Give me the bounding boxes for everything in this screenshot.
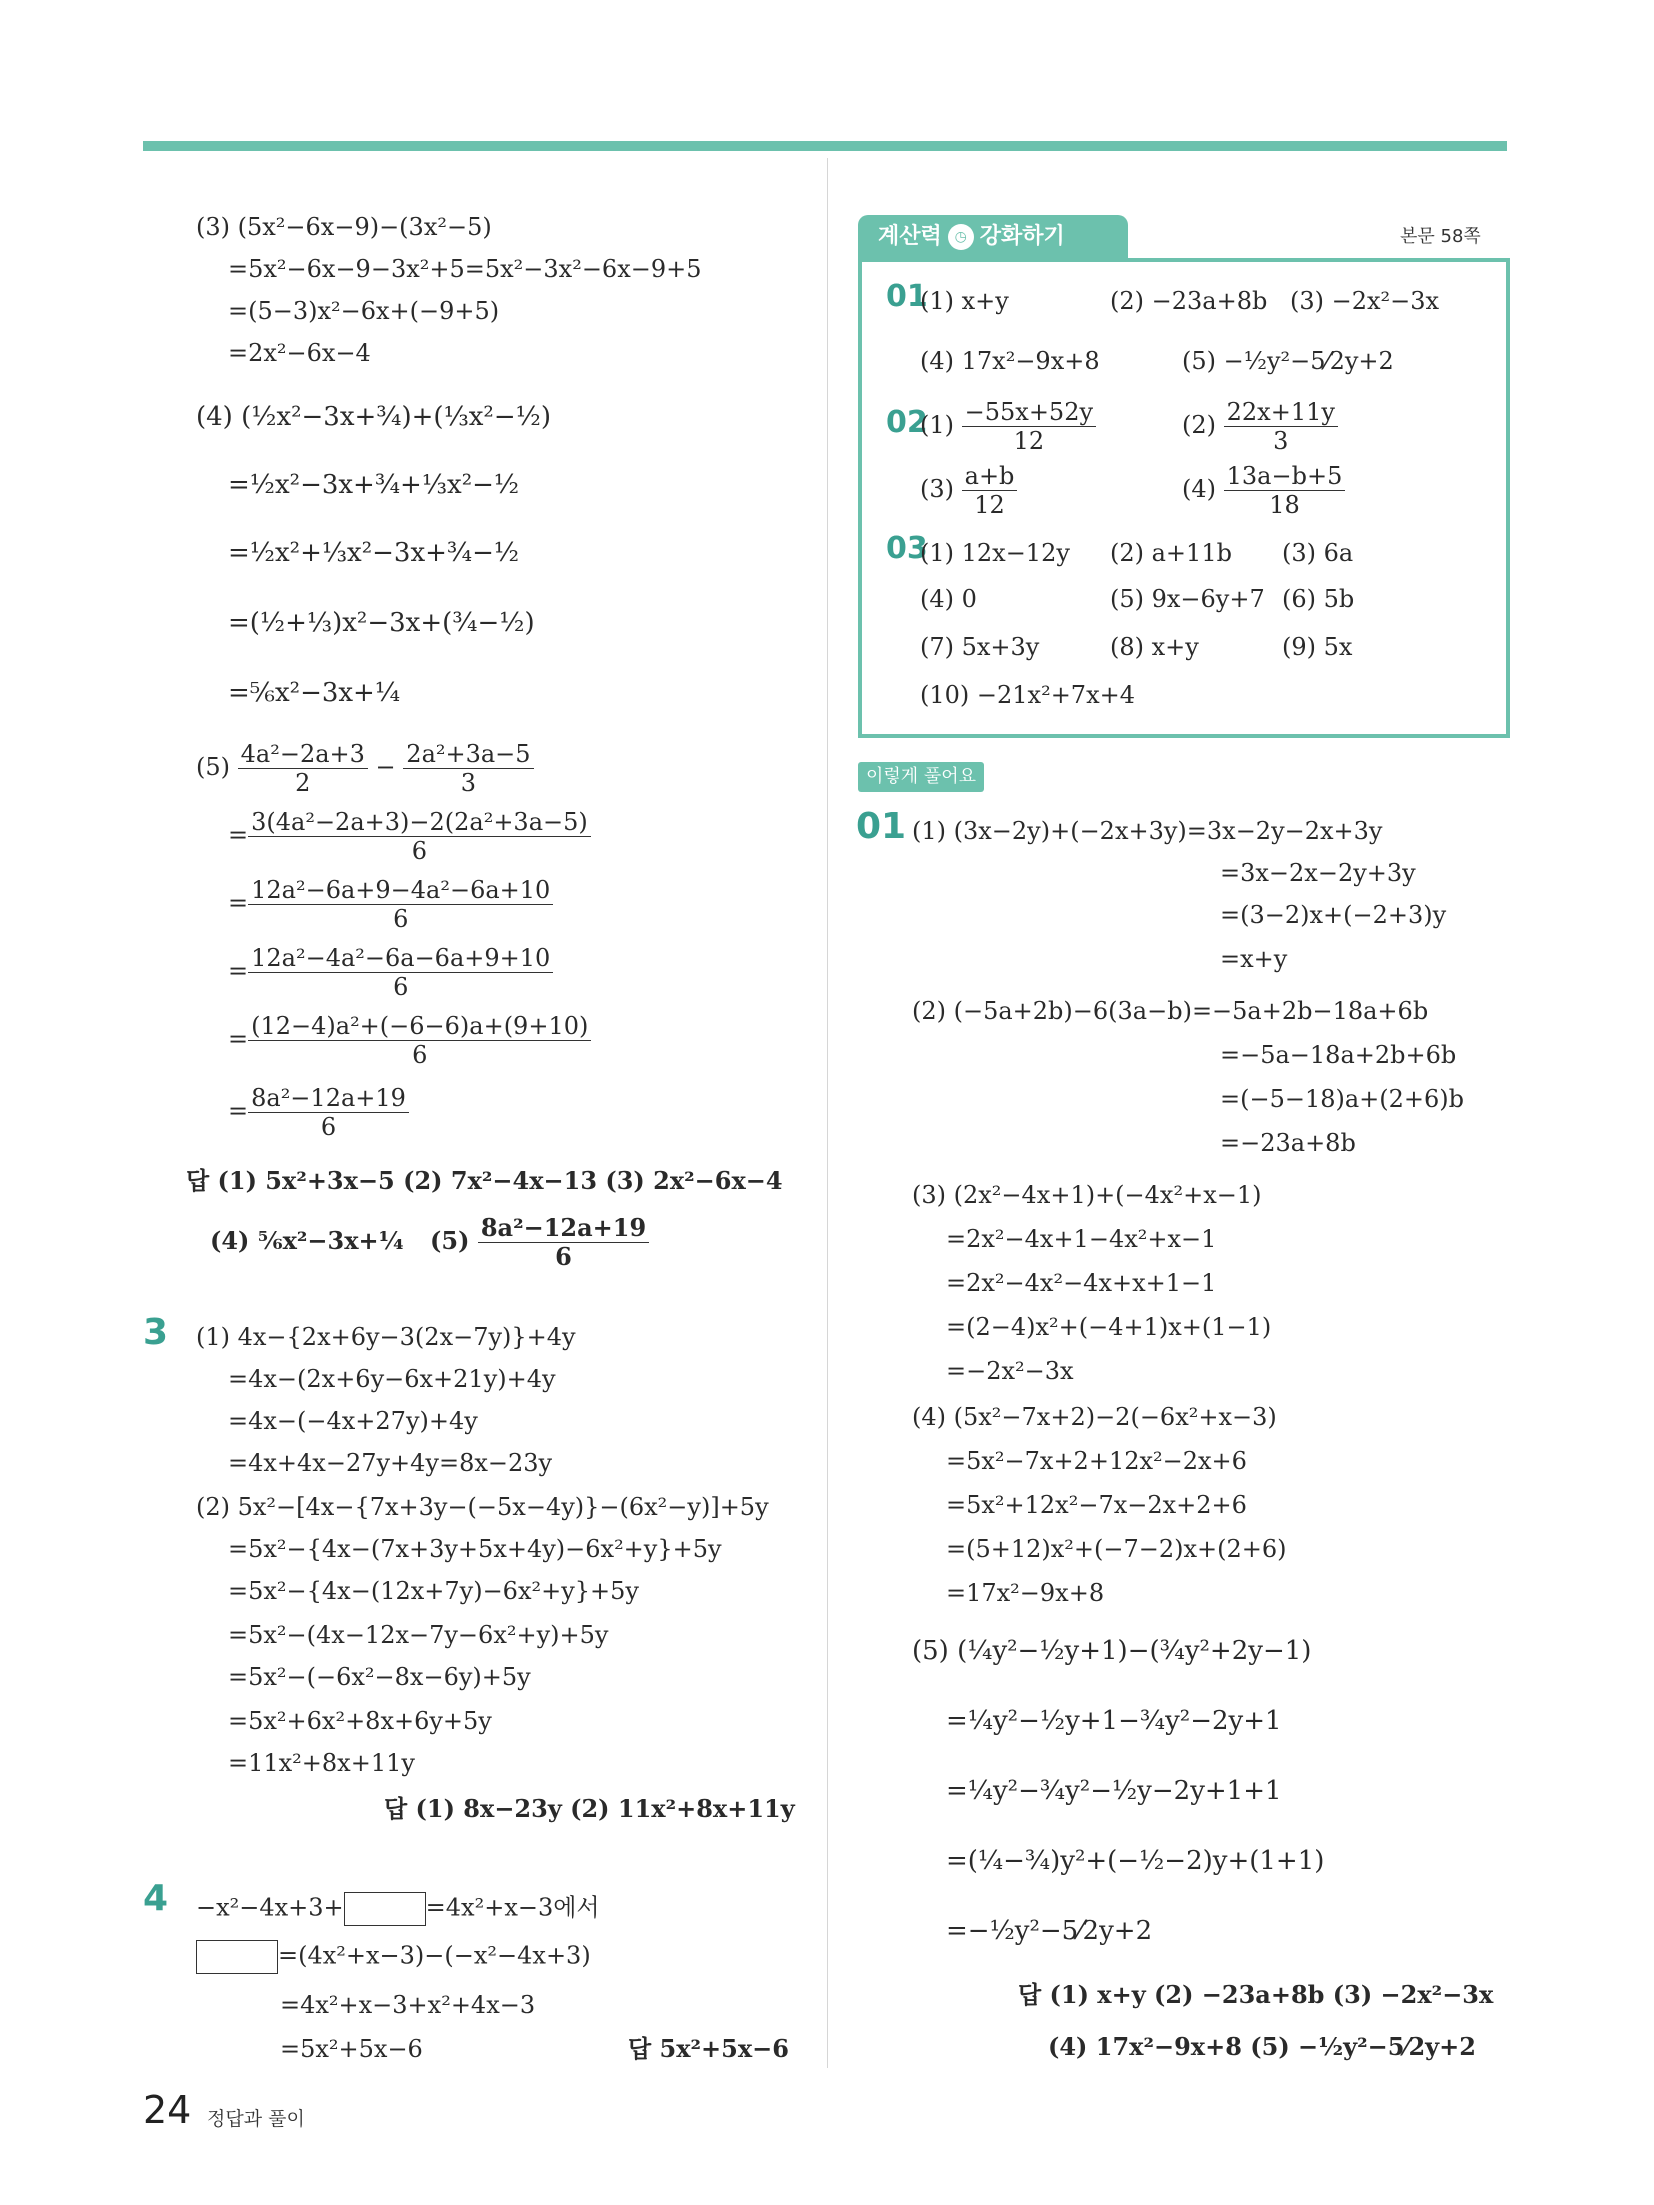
s01-1-line-3: =(3−2)x+(−2+3)y — [1220, 901, 1447, 929]
box-03-5: (5) 9x−6y+7 — [1110, 585, 1265, 613]
numerator: 12a²−6a+9−4a²−6a+10 — [248, 876, 553, 905]
column-divider — [827, 158, 828, 2068]
fraction — [403, 740, 533, 797]
box-title-part-1: 계산력 — [878, 224, 942, 249]
left-p5-line-4: = $\frac{\text{12a²−4a²−6a−6a+9+10}}{6}$ — [228, 944, 553, 1001]
q4-line-3: =4x²+x−3+x²+4x−3 — [280, 1991, 536, 2019]
fraction — [248, 1012, 591, 1069]
question-number-4: 4 — [143, 1878, 169, 1919]
box-02-c — [920, 462, 1017, 519]
denominator: 6 — [555, 1242, 572, 1271]
s01-3-line-1: (3) (2x²−4x+1)+(−4x²+x−1) — [912, 1181, 1262, 1209]
q4-line-2 — [196, 1940, 591, 1974]
left-p3-line-1: (3) (5x²−6x−9)−(3x²−5) — [196, 213, 492, 241]
numerator: 22x+11y — [1224, 398, 1338, 427]
box-01-e: (5) −½y²−5⁄2y+2 — [1182, 347, 1394, 375]
numerator: a+b — [962, 462, 1018, 491]
denominator: 12 — [1013, 427, 1045, 455]
fraction — [478, 1214, 649, 1271]
numerator: −55x+52y — [962, 398, 1096, 427]
q3-line-3: =4x−(−4x+27y)+4y — [228, 1407, 478, 1435]
box-01-a: (1) x+y — [920, 287, 1009, 315]
s01-4-line-3: =5x²+12x²−7x−2x+2+6 — [946, 1491, 1247, 1519]
q4-line-4: =5x²+5x−6 — [280, 2035, 423, 2063]
left-p4-line-3: =½x²+⅓x²−3x+¾−½ — [228, 538, 520, 568]
box-03-6: (6) 5b — [1282, 585, 1355, 613]
box-03-1: (1) 12x−12y — [920, 539, 1070, 567]
label: (4) — [1182, 475, 1216, 503]
left-p5-line-3: = $\frac{\text{12a²−6a+9−4a²−6a+10}}{6}$ — [228, 876, 553, 933]
denominator: 3 — [1273, 427, 1289, 455]
blank-box — [196, 1940, 278, 1974]
s01-3-line-5: =−2x²−3x — [946, 1357, 1074, 1385]
blank-box — [344, 1892, 426, 1926]
answer-2-line-1: 답 (1) 5x²+3x−5 (2) 7x²−4x−13 (3) 2x²−6x−4 — [186, 1166, 783, 1195]
solution-answer-line-1: 답 (1) x+y (2) −23a+8b (3) −2x²−3x — [1018, 1980, 1494, 2009]
s01-2-line-2: =−5a−18a+2b+6b — [1220, 1041, 1457, 1069]
s01-4-line-2: =5x²−7x+2+12x²−2x+6 — [946, 1447, 1247, 1475]
answer-4: 답 5x²+5x−6 — [628, 2034, 789, 2063]
s01-4-line-5: =17x²−9x+8 — [946, 1579, 1105, 1607]
left-p5-line-5: = $\frac{\text{(12−4)a²+(−6−6)a+(9+10)}}{6}$ — [228, 1012, 591, 1069]
label: (3) — [920, 475, 954, 503]
question-number-3: 3 — [143, 1312, 169, 1353]
fraction — [1224, 398, 1338, 455]
left-p5-line-2: = $\frac{\text{3(4a²−2a+3)−2(2a²+3a−5)}}{6}$ — [228, 808, 591, 865]
fraction — [238, 740, 368, 797]
box-03-10: (10) −21x²+7x+4 — [920, 681, 1135, 709]
left-p3-line-4: =2x²−6x−4 — [228, 339, 371, 367]
top-accent-bar — [143, 141, 1507, 151]
fraction — [248, 808, 591, 865]
s01-5-line-5: =−½y²−5⁄2y+2 — [946, 1916, 1153, 1946]
box-03-4: (4) 0 — [920, 585, 977, 613]
numerator: 13a−b+5 — [1224, 462, 1346, 491]
s01-5-line-1: (5) (¼y²−½y+1)−(¾y²+2y−1) — [912, 1636, 1312, 1666]
s01-4-line-4: =(5+12)x²+(−7−2)x+(2+6) — [946, 1535, 1287, 1563]
s01-2-line-3: =(−5−18)a+(2+6)b — [1220, 1085, 1465, 1113]
left-p5-line-1 — [196, 740, 534, 797]
fraction — [962, 462, 1018, 519]
denominator: 6 — [412, 1041, 428, 1069]
denominator: 6 — [393, 973, 409, 1001]
box-01-b: (2) −23a+8b — [1110, 287, 1268, 315]
numerator: 4a²−2a+3 — [238, 740, 368, 769]
q3-line-2: =4x−(2x+6y−6x+21y)+4y — [228, 1365, 556, 1393]
q3-line-9: =5x²−(−6x²−8x−6y)+5y — [228, 1663, 531, 1691]
denominator: 6 — [320, 1113, 337, 1141]
box-03-7: (7) 5x+3y — [920, 633, 1040, 661]
q3-line-4: =4x+4x−27y+4y=8x−23y — [228, 1449, 553, 1477]
q4-line-1-left: −x²−4x+3+ — [196, 1893, 344, 1922]
q4-line-1-right: =4x²+x−3에서 — [425, 1893, 600, 1922]
s01-2-line-4: =−23a+8b — [1220, 1129, 1356, 1157]
box-03-2: (2) a+11b — [1110, 539, 1232, 567]
s01-2-line-1: (2) (−5a+2b)−6(3a−b)=−5a+2b−18a+6b — [912, 997, 1429, 1025]
stopwatch-icon: ◷ — [948, 224, 974, 250]
numerator: 8a²−12a+19 — [478, 1214, 649, 1243]
box-02-b — [1182, 398, 1338, 455]
denominator: 6 — [393, 905, 409, 933]
s01-3-line-3: =2x²−4x²−4x+x+1−1 — [946, 1269, 1217, 1297]
q3-line-7: =5x²−{4x−(12x+7y)−6x²+y}+5y — [228, 1577, 639, 1605]
box-03-8: (8) x+y — [1110, 633, 1199, 661]
q3-line-1: (1) 4x−{2x+6y−3(2x−7y)}+4y — [196, 1323, 576, 1351]
q3-line-6: =5x²−{4x−(7x+3y+5x+4y)−6x²+y}+5y — [228, 1535, 722, 1563]
box-number-02: 02 — [886, 405, 928, 440]
box-03-9: (9) 5x — [1282, 633, 1353, 661]
box-01-d: (4) 17x²−9x+8 — [920, 347, 1100, 375]
answer-2-line-2 — [210, 1214, 649, 1271]
s01-5-line-4: =(¼−¾)y²+(−½−2)y+(1+1) — [946, 1846, 1325, 1876]
q3-line-11: =11x²+8x+11y — [228, 1749, 415, 1777]
fraction — [248, 876, 553, 933]
s01-1-line-1: (1) (3x−2y)+(−2x+3y)=3x−2y−2x+3y — [912, 817, 1383, 845]
box-page-ref: 본문 58쪽 — [1400, 226, 1481, 247]
page-label: 정답과 풀이 — [207, 2108, 305, 2130]
box-03-3: (3) 6a — [1282, 539, 1354, 567]
numerator: 12a²−4a²−6a−6a+9+10 — [248, 944, 553, 973]
fraction — [248, 944, 553, 1001]
q4-line-2-expr: =(4x²+x−3)−(−x²−4x+3) — [278, 1941, 591, 1970]
q3-line-5: (2) 5x²−[4x−{7x+3y−(−5x−4y)}−(6x²−y)]+5y — [196, 1493, 769, 1521]
q3-line-8: =5x²−(4x−12x−7y−6x²+y)+5y — [228, 1621, 609, 1649]
s01-3-line-2: =2x²−4x+1−4x²+x−1 — [946, 1225, 1217, 1253]
q3-line-10: =5x²+6x²+8x+6y+5y — [228, 1707, 492, 1735]
s01-3-line-4: =(2−4)x²+(−4+1)x+(1−1) — [946, 1313, 1272, 1341]
denominator: 12 — [974, 491, 1005, 519]
s01-1-line-2: =3x−2x−2y+3y — [1220, 859, 1416, 887]
denominator: 2 — [295, 769, 311, 797]
page-number: 24 — [143, 2088, 192, 2132]
numerator: 8a²−12a+19 — [248, 1084, 409, 1113]
s01-4-line-1: (4) (5x²−7x+2)−2(−6x²+x−3) — [912, 1403, 1277, 1431]
solution-tag: 이렇게 풀어요 — [858, 762, 984, 792]
fraction — [1224, 462, 1346, 519]
box-02-d — [1182, 462, 1345, 519]
minus-sign: − — [375, 753, 396, 781]
left-p5-line-6: = $\frac{\text{8a²−12a+19}}{6}$ — [228, 1084, 409, 1141]
numerator: 3(4a²−2a+3)−2(2a²+3a−5) — [248, 808, 591, 837]
numerator: 2a²+3a−5 — [403, 740, 533, 769]
solution-answer-line-2: (4) 17x²−9x+8 (5) −½y²−5⁄2y+2 — [1048, 2032, 1476, 2061]
box-title-part-2: 강화하기 — [979, 224, 1065, 249]
denominator: 3 — [460, 769, 477, 797]
s01-5-line-2: =¼y²−½y+1−¾y²−2y+1 — [946, 1706, 1282, 1736]
fraction — [962, 398, 1096, 455]
left-p4-line-1: (4) (½x²−3x+¾)+(⅓x²−½) — [196, 402, 551, 432]
answer-2-part-5-label: (5) — [430, 1226, 470, 1255]
left-p4-line-2: =½x²−3x+¾+⅓x²−½ — [228, 470, 520, 500]
numerator: (12−4)a²+(−6−6)a+(9+10) — [248, 1012, 591, 1041]
box-number-03: 03 — [886, 531, 928, 566]
label: (1) — [920, 411, 954, 439]
left-p3-line-2: =5x²−6x−9−3x²+5=5x²−3x²−6x−9+5 — [228, 255, 702, 283]
answer-3: 답 (1) 8x−23y (2) 11x²+8x+11y — [384, 1794, 795, 1823]
denominator: 18 — [1269, 491, 1300, 519]
box-01-c: (3) −2x²−3x — [1290, 287, 1440, 315]
left-p4-line-5: =⅚x²−3x+¼ — [228, 678, 401, 708]
s01-1-line-4: =x+y — [1220, 945, 1288, 973]
answer-2-part-4: (4) ⅚x²−3x+¼ — [210, 1226, 404, 1255]
denominator: 6 — [411, 837, 428, 865]
solution-number-01: 01 — [856, 806, 907, 847]
left-p3-line-3: =(5−3)x²−6x+(−9+5) — [228, 297, 500, 325]
s01-5-line-3: =¼y²−¾y²−½y−2y+1+1 — [946, 1776, 1282, 1806]
label: (2) — [1182, 411, 1216, 439]
q4-line-1 — [196, 1892, 600, 1926]
box-02-a — [920, 398, 1096, 455]
left-p4-line-4: =(½+⅓)x²−3x+(¾−½) — [228, 608, 535, 638]
box-header — [858, 215, 1128, 259]
box-number-01: 01 — [886, 279, 928, 314]
left-p5-label: (5) — [196, 753, 230, 781]
fraction — [248, 1084, 409, 1141]
